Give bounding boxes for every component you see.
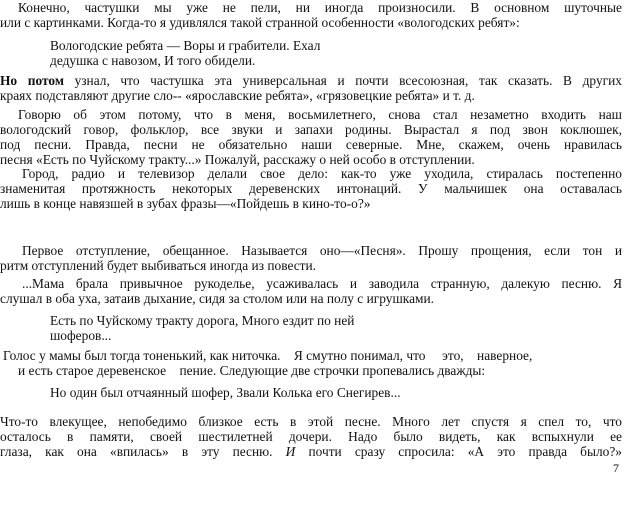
paragraph-2-line-1-rest: узнал, что частушка эта универсальная и почти всесоюзная, так сказать. В других (63, 73, 622, 88)
verse-1-line-2: дедушка с навозом, И того обидели. (50, 53, 256, 68)
verse-2 (50, 313, 354, 343)
paragraph-7-line-2: и есть старое деревенское пение. Следующие две строчки пропевались дважды: (18, 363, 486, 378)
paragraph-4-line-1: Город, радио и телевизор делали свое дело: как-то уже уходила, стиралась постепенно (22, 166, 622, 181)
verse-2-line-2: шоферов... (50, 328, 112, 343)
paragraph-5-line-1: Первое отступление, обещанное. Называется оно—«Песня». Прошу прощения, если тон и (22, 243, 622, 258)
page-number: 7 (613, 461, 619, 475)
verse-2-line-1: Есть по Чуйскому тракту дорога, Много ездит по ней (50, 313, 355, 328)
paragraph-6-line-1: ...Мама брала привычное рукоделье, усаживалась и заводила странную, далекую песню. Я (22, 276, 622, 291)
verse-3 (50, 385, 401, 400)
paragraph-6 (0, 276, 622, 306)
verse-1 (50, 38, 320, 68)
paragraph-8-italic-word: И (285, 444, 296, 459)
paragraph-3-line-3: под песни. Правда, песни не обязательно наши северные. Мне, скажем, очень нравилась (0, 137, 622, 152)
verse-3-line-1: Но один был отчаянный шофер, Звали Колька его Снегирев... (50, 385, 401, 400)
paragraph-2-line-1 (0, 73, 622, 88)
verse-1-line-1: Вологодские ребята — Воры и грабители. Ехал (50, 38, 321, 53)
paragraph-2-line-2: краях подставляют другие сло-- «ярославские ребята», «грязовецкие ребята» и т. д. (0, 88, 475, 103)
paragraph-4 (0, 166, 622, 211)
paragraph-2 (0, 73, 622, 103)
paragraph-4-line-3: лишь в конце навязшей в зубах фразы—«Пойдешь в кино-то-о?» (0, 196, 371, 211)
paragraph-5 (0, 243, 622, 273)
paragraph-3-line-2: вологодский говор, фольклор, все звуки и запахи родины. Вырастал я под звон коклюшек, (0, 122, 622, 137)
paragraph-1-line-1: Конечно, частушки мы уже не пели, ни иногда произносили. В основном шуточные (18, 0, 622, 15)
paragraph-8-line-1: Что-то влекущее, непобедимо близкое есть в этой песне. Много лет спустя я спел то, что (0, 414, 622, 429)
paragraph-3-line-1: Говорю об этом потому, что в меня, восьмилетнего, снова стал незаметно входить наш (18, 107, 622, 122)
paragraph-8 (0, 414, 622, 459)
paragraph-8-line-3-start: глаза, как она «впилась» в эту песню. (0, 444, 286, 459)
paragraph-1 (0, 0, 622, 30)
paragraph-3 (0, 107, 622, 167)
paragraph-8-line-3-end: почти сразу спросила: «А это правда было?» (295, 444, 623, 459)
paragraph-2-bold-lead: Но потом (0, 73, 64, 88)
paragraph-5-line-2: ритм отступлений будет выбиваться иногда из повести. (0, 258, 317, 273)
paragraph-6-line-2: слушал в оба уха, затаив дыхание, сидя за столом или на полу с игрушками. (0, 291, 434, 306)
paragraph-3-line-4: песня «Есть по Чуйскому тракту...» Пожалуй, расскажу о ней особо в отступлении. (0, 152, 475, 167)
paragraph-8-line-3 (0, 444, 622, 459)
paragraph-1-line-2: или с картинками. Когда-то я удивлялся такой странной особенности «вологодских ребят»: (0, 15, 520, 30)
paragraph-7 (0, 348, 622, 378)
paragraph-8-line-2: осталось в памяти, своей шестилетней дочери. Надо было видеть, как вспыхнули ее (0, 429, 622, 444)
paragraph-4-line-2: знаменитая протяжность некоторых деревенских интонаций. У мальчишек она оставалась (0, 181, 622, 196)
paragraph-7-line-1: Голос у мамы был тогда тоненький, как ниточка. Я смутно понимал, что это, наверное, (3, 348, 533, 363)
